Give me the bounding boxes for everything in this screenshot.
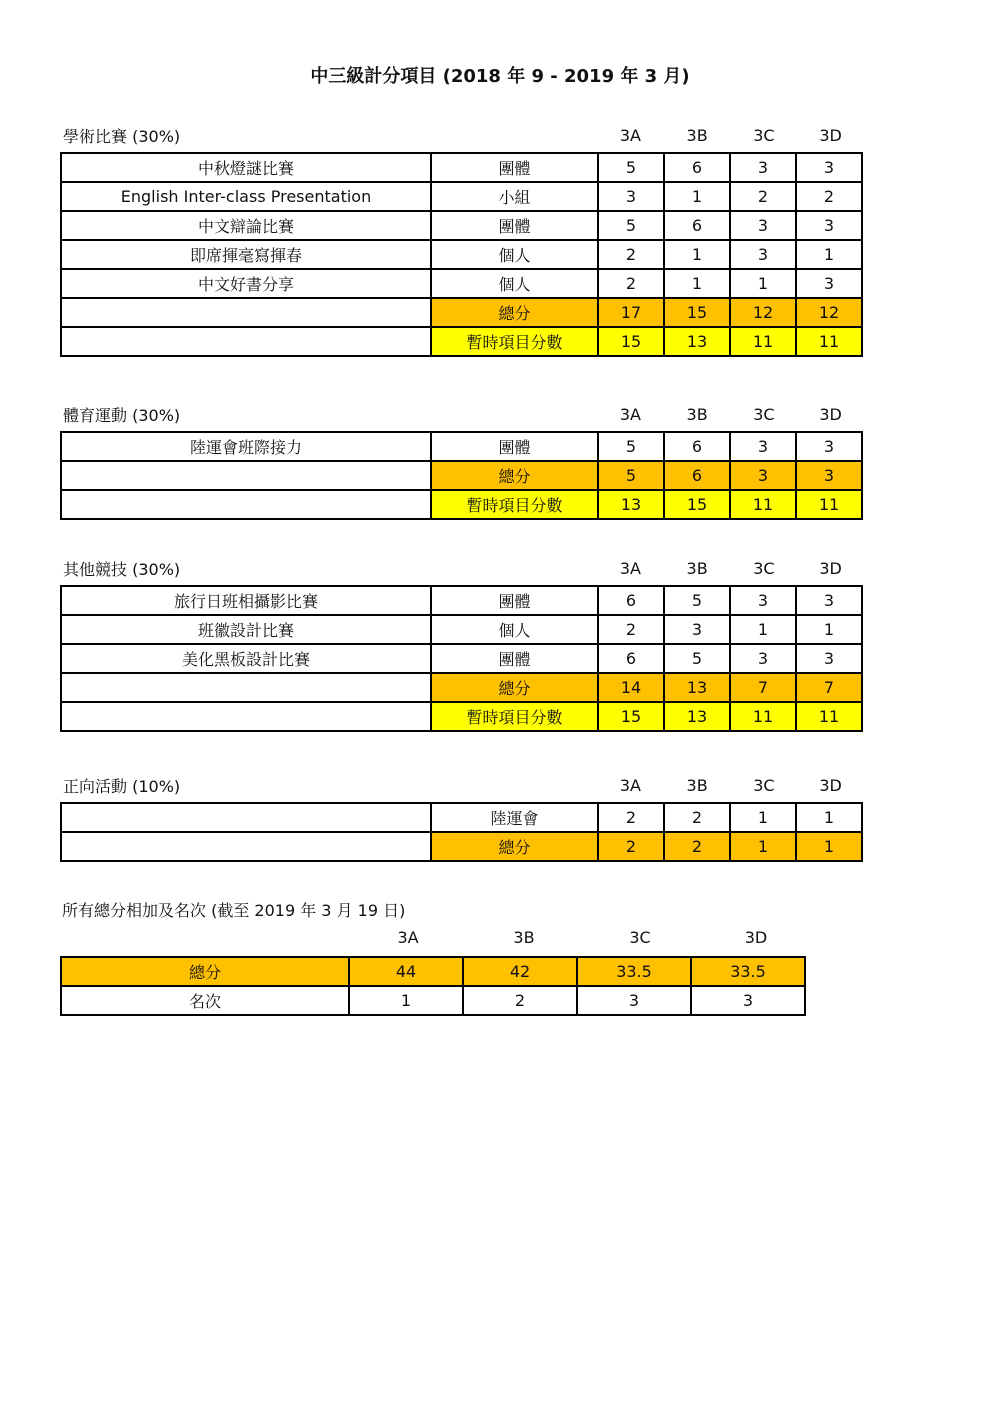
total-cell: 2: [664, 832, 730, 861]
score-cell: 3: [796, 432, 862, 461]
item-name: 陸運會班際接力: [61, 432, 431, 461]
total-cell: 2: [598, 832, 664, 861]
section-academic: [60, 124, 864, 357]
score-cell: 5: [598, 432, 664, 461]
score-cell: 1: [796, 803, 862, 832]
temp-cell: 15: [664, 490, 730, 519]
temp-cell: 11: [730, 327, 796, 356]
item-type: 團體: [431, 644, 598, 673]
class-header: 3B: [686, 405, 708, 424]
item-type: 團體: [431, 432, 598, 461]
score-cell: 3: [664, 615, 730, 644]
class-header: 3B: [686, 126, 708, 145]
total-cell: 5: [598, 461, 664, 490]
table-row: [61, 211, 862, 240]
table-row: [61, 586, 862, 615]
class-header: 3B: [513, 928, 535, 947]
score-cell: 2: [796, 182, 862, 211]
temp-cell: 13: [664, 327, 730, 356]
table-row: [61, 240, 862, 269]
temp-cell: 11: [796, 327, 862, 356]
item-type: 陸運會: [431, 803, 598, 832]
class-header: 3C: [753, 559, 775, 578]
section-sports: [60, 403, 864, 520]
total-label: 總分: [431, 673, 598, 702]
score-cell: 3: [730, 586, 796, 615]
rank-cell: 2: [463, 986, 577, 1015]
table-row: [61, 269, 862, 298]
score-cell: 5: [664, 586, 730, 615]
score-cell: 3: [730, 644, 796, 673]
empty-cell: [61, 673, 431, 702]
temp-score-row: [61, 702, 862, 731]
table-row: [61, 644, 862, 673]
score-cell: 2: [598, 615, 664, 644]
item-name: 中文辯論比賽: [61, 211, 431, 240]
score-cell: 3: [796, 586, 862, 615]
temp-cell: 11: [730, 702, 796, 731]
class-headers: [350, 928, 814, 956]
temp-cell: 15: [598, 702, 664, 731]
class-header: 3A: [397, 928, 419, 947]
class-headers: [597, 776, 864, 795]
score-cell: 5: [598, 153, 664, 182]
item-name: 班徽設計比賽: [61, 615, 431, 644]
item-type: 個人: [431, 240, 598, 269]
item-type: 個人: [431, 615, 598, 644]
total-label: 總分: [431, 461, 598, 490]
table-row: [61, 615, 862, 644]
section-positive-activities: [60, 774, 864, 862]
item-type: 團體: [431, 153, 598, 182]
empty-cell: [61, 702, 431, 731]
score-cell: 1: [664, 182, 730, 211]
temp-cell: 15: [598, 327, 664, 356]
temp-label: 暫時項目分數: [431, 702, 598, 731]
total-cell: 1: [796, 832, 862, 861]
class-headers: [597, 559, 864, 578]
class-header: 3C: [753, 126, 775, 145]
total-cell: 13: [664, 673, 730, 702]
empty-cell: [61, 298, 431, 327]
score-cell: 1: [796, 240, 862, 269]
empty-cell: [61, 461, 431, 490]
total-cell: 15: [664, 298, 730, 327]
total-label: 總分: [431, 298, 598, 327]
grand-total-row: [61, 957, 805, 986]
rank-label: 名次: [61, 986, 349, 1015]
score-cell: 2: [598, 803, 664, 832]
score-table: [60, 431, 863, 520]
table-row: [61, 803, 862, 832]
table-row: [61, 432, 862, 461]
total-cell: 7: [730, 673, 796, 702]
empty-cell: [61, 832, 431, 861]
rank-row: [61, 986, 805, 1015]
score-cell: 5: [664, 644, 730, 673]
score-cell: 6: [664, 153, 730, 182]
class-header: 3A: [619, 559, 641, 578]
score-cell: 2: [730, 182, 796, 211]
temp-cell: 11: [730, 490, 796, 519]
summary-title: 所有總分相加及名次 (截至 2019 年 3 月 19 日): [62, 901, 406, 920]
item-name: [61, 803, 431, 832]
total-row: [61, 832, 862, 861]
total-row: [61, 298, 862, 327]
total-cell: 12: [796, 298, 862, 327]
grand-total-cell: 44: [349, 957, 463, 986]
total-cell: 14: [598, 673, 664, 702]
class-headers: [597, 405, 864, 424]
class-header: 3B: [686, 776, 708, 795]
item-type: 團體: [431, 586, 598, 615]
rank-cell: 3: [691, 986, 805, 1015]
item-type: 小組: [431, 182, 598, 211]
total-cell: 17: [598, 298, 664, 327]
total-row: [61, 461, 862, 490]
score-table: [60, 585, 863, 732]
score-cell: 2: [598, 240, 664, 269]
summary-section: [60, 898, 816, 1016]
total-row: [61, 673, 862, 702]
temp-label: 暫時項目分數: [431, 327, 598, 356]
table-row: [61, 153, 862, 182]
class-header: 3C: [753, 405, 775, 424]
score-cell: 6: [598, 586, 664, 615]
empty-cell: [61, 490, 431, 519]
class-header: 3A: [619, 126, 641, 145]
temp-cell: 13: [664, 702, 730, 731]
item-name: 旅行日班相攝影比賽: [61, 586, 431, 615]
section-other-competitions: [60, 557, 864, 732]
score-cell: 3: [730, 153, 796, 182]
summary-table: [60, 956, 806, 1016]
section-title: 其他競技 (30%): [63, 560, 181, 579]
grand-total-label: 總分: [61, 957, 349, 986]
grand-total-cell: 42: [463, 957, 577, 986]
score-cell: 3: [796, 644, 862, 673]
score-cell: 1: [730, 269, 796, 298]
grand-total-cell: 33.5: [691, 957, 805, 986]
score-cell: 1: [664, 240, 730, 269]
item-name: English Inter-class Presentation: [61, 182, 431, 211]
score-cell: 6: [598, 644, 664, 673]
score-cell: 1: [730, 615, 796, 644]
class-header: 3A: [619, 405, 641, 424]
item-name: 中文好書分享: [61, 269, 431, 298]
class-header: 3D: [819, 405, 842, 424]
page-title: 中三級計分項目 (2018 年 9 - 2019 年 3 月): [310, 66, 690, 87]
score-cell: 3: [730, 211, 796, 240]
table-row: [61, 182, 862, 211]
score-cell: 3: [730, 432, 796, 461]
class-header: 3C: [753, 776, 775, 795]
score-cell: 2: [598, 269, 664, 298]
item-name: 中秋燈謎比賽: [61, 153, 431, 182]
class-header: 3D: [744, 928, 768, 947]
empty-cell: [61, 327, 431, 356]
score-cell: 1: [730, 803, 796, 832]
total-label: 總分: [431, 832, 598, 861]
score-table: [60, 802, 863, 862]
score-cell: 5: [598, 211, 664, 240]
score-cell: 6: [664, 211, 730, 240]
score-cell: 3: [796, 211, 862, 240]
rank-cell: 3: [577, 986, 691, 1015]
temp-label: 暫時項目分數: [431, 490, 598, 519]
temp-cell: 11: [796, 490, 862, 519]
total-cell: 12: [730, 298, 796, 327]
score-cell: 1: [664, 269, 730, 298]
score-cell: 2: [664, 803, 730, 832]
class-header: 3D: [819, 126, 842, 145]
total-cell: 6: [664, 461, 730, 490]
class-header: 3B: [686, 559, 708, 578]
score-table: [60, 152, 863, 357]
score-cell: 6: [664, 432, 730, 461]
class-header: 3A: [619, 776, 641, 795]
temp-score-row: [61, 327, 862, 356]
section-title: 學術比賽 (30%): [63, 127, 181, 146]
score-cell: 3: [598, 182, 664, 211]
total-cell: 3: [796, 461, 862, 490]
item-type: 個人: [431, 269, 598, 298]
total-cell: 3: [730, 461, 796, 490]
temp-cell: 11: [796, 702, 862, 731]
item-name: 美化黑板設計比賽: [61, 644, 431, 673]
class-header: 3D: [819, 559, 842, 578]
score-cell: 1: [796, 615, 862, 644]
total-cell: 1: [730, 832, 796, 861]
total-cell: 7: [796, 673, 862, 702]
score-cell: 3: [796, 269, 862, 298]
temp-cell: 13: [598, 490, 664, 519]
class-headers: [597, 126, 864, 145]
class-header: 3C: [629, 928, 651, 947]
item-type: 團體: [431, 211, 598, 240]
class-header: 3D: [819, 776, 842, 795]
temp-score-row: [61, 490, 862, 519]
item-name: 即席揮毫寫揮春: [61, 240, 431, 269]
score-cell: 3: [730, 240, 796, 269]
grand-total-cell: 33.5: [577, 957, 691, 986]
score-cell: 3: [796, 153, 862, 182]
rank-cell: 1: [349, 986, 463, 1015]
section-title: 體育運動 (30%): [63, 406, 181, 425]
section-title: 正向活動 (10%): [63, 777, 181, 796]
